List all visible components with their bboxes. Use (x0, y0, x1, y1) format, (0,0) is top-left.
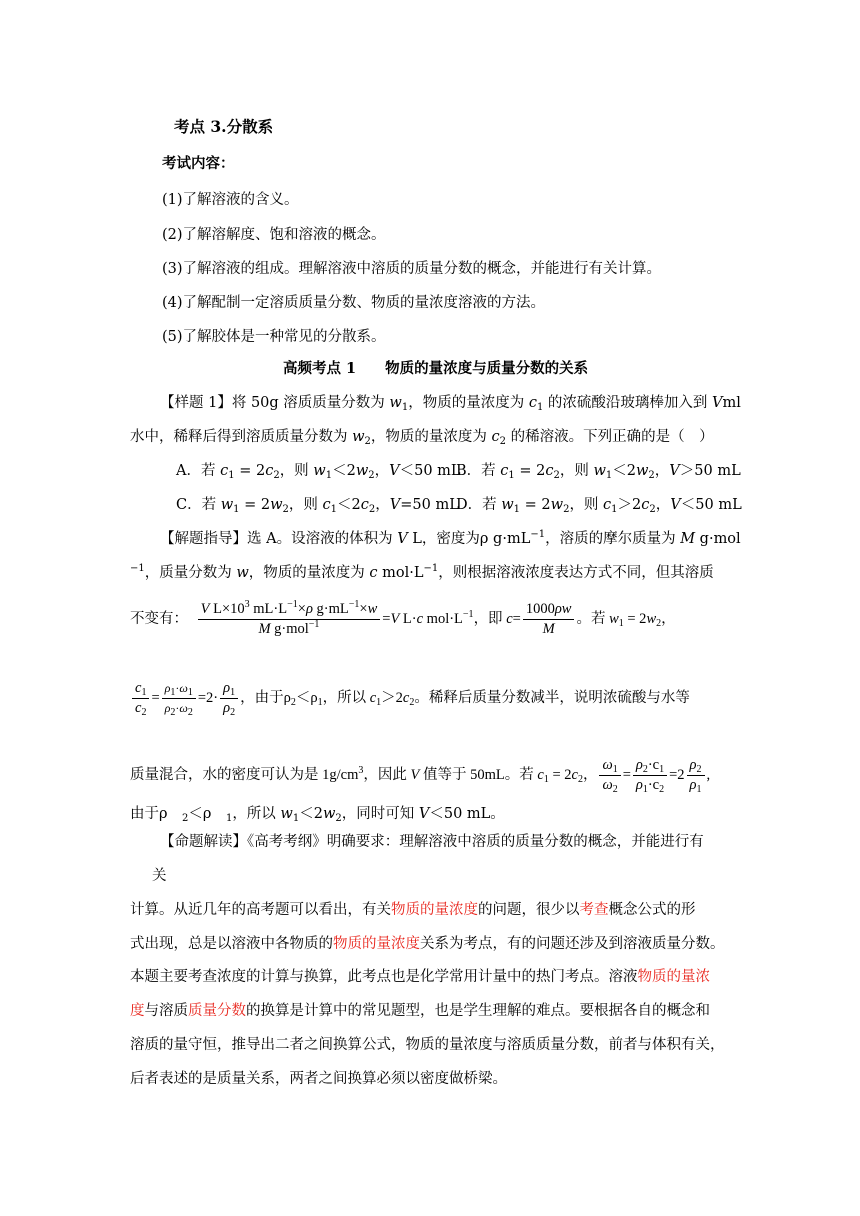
interpretation-tag: 【命题解读】 (160, 834, 247, 850)
interpretation-line-3: 计算。从近几年的高考题可以看出，有关物质的量浓度的问题，很少以考查概念公式的形 (130, 902, 696, 918)
requirement-item: (2)了解溶解度、饱和溶液的概念。 (162, 227, 386, 243)
requirement-item: (4)了解配制一定溶质质量分数、物质的量浓度溶液的方法。 (162, 295, 546, 311)
interpretation-line-1: 【命题解读】《高考考纲》明确要求：理解溶液中溶质的质量分数的概念，并能进行有 (160, 834, 704, 850)
interpretation-line-8: 后者表述的是质量关系，两者之间换算必须以密度做桥梁。 (130, 1071, 507, 1087)
option-c: C．若 $w_1 = 2w_2$，则 $c_1<2c_2$，V=50 mL (176, 497, 459, 515)
option-d: D．若 $w_1 = 2w_2$，则 $c_1>2c_2$，V＜50 mL (456, 497, 742, 515)
interpretation-line-5: 本题主要考查浓度的计算与换算，此考点也是化学常用计量中的热门考点。溶液物质的量浓 (130, 969, 710, 985)
interpretation-line-4: 式出现，总是以溶液中各物质的物质的量浓度关系为考点，有的问题还涉及到溶液质量分数。 (130, 936, 725, 952)
requirement-item: (5)了解胶体是一种常见的分散系。 (162, 329, 386, 345)
solution-line-2: $^{-1}$，质量分数为 w，物质的量浓度为 c $mol\cdot L^{-1}$，则根据溶液浓度表达方式不同，但其溶质 (130, 563, 714, 581)
exam-heading: 考试内容： (162, 155, 235, 172)
requirement-item: (1)了解溶液的含义。 (162, 192, 299, 208)
option-b: B．若 $c_1 = 2c_2$，则 $w_1<2w_2$，V＞50 mL (456, 463, 741, 481)
example-tag: 【样题 1】 (160, 395, 232, 411)
solution-conclusion: 由于ρ $_2$＜ρ $_1$，所以 $w_1<2w_2$，同时可知 V＜50 mL。 (130, 806, 505, 824)
solution-formula-line: 不变有： $\frac{V L\times 10^3 mL\cdot L^{-1}\times\rho g\cdot mL^{-1}\times w}{M g\cdot mol^{-1}}$ =V L·c $mol\cdot L^{-1}$，即 c= $\frac{1000\rho w}{M}$ 。若 $w_1 = 2w_2$， (130, 599, 676, 637)
topic-heading: 高频考点 1 物质的量浓度与质量分数的关系 (283, 360, 589, 377)
solution-density-line: 质量混合，水的密度可认为是 $1g/cm^3$，因此 V 值等于 50mL。若 $c_1 = 2c_2$， $\frac{\omega_1}{\omega_2}$ = $\frac{\rho_2\cdot c_1}{\rho_1\cdot c_2}$ =2 $\frac{\rho_2}{\rho_1}$ , (130, 757, 711, 795)
interpretation-line-7: 溶质的量守恒，推导出二者之间换算公式，物质的量浓度与溶质质量分数，前者与体积有关， (130, 1037, 725, 1053)
example-line-2: 水中，稀释后得到溶质质量分数为 $w_2$，物质的量浓度为 $c_2$ 的稀溶液。下列正确的是（ ） (130, 429, 714, 447)
solution-ratio-line: $\frac{c_1}{c_2}$ = $\frac{\rho_1\cdot\omega_1}{\rho_2\cdot\omega_2}$ =2· $\frac{\rho_1}{\rho_2}$ ，由于$\rho_2<\rho_1$，所以 $c_1>2c_2$。稀释后质量分数减半，说明浓硫酸与水等 (130, 680, 690, 717)
option-a: A．若 $c_1 = 2c_2$，则 $w_1<2w_2$，V＜50 mL (176, 463, 461, 481)
solution-line-1: 【解题指导】选 A。设溶液的体积为 V L，密度为ρ $g\cdot mL^{-1}$，溶质的摩尔质量为 M g·mol (160, 529, 741, 547)
solution-tag: 【解题指导】 (160, 531, 247, 547)
interpretation-line-2: 关 (152, 868, 167, 884)
example-line-1: 【样题 1】将 50g 溶质质量分数为 $w_1$，物质的量浓度为 $c_1$ 的浓硫酸沿玻璃棒加入到 Vml (160, 395, 741, 413)
requirement-item: (3)了解溶液的组成。理解溶液中溶质的质量分数的概念，并能进行有关计算。 (162, 261, 662, 277)
section-title: 考点 3.分散系 (174, 117, 274, 136)
interpretation-line-6: 度与溶质质量分数的换算是计算中的常见题型，也是学生理解的难点。要根据各自的概念和 (130, 1003, 710, 1019)
